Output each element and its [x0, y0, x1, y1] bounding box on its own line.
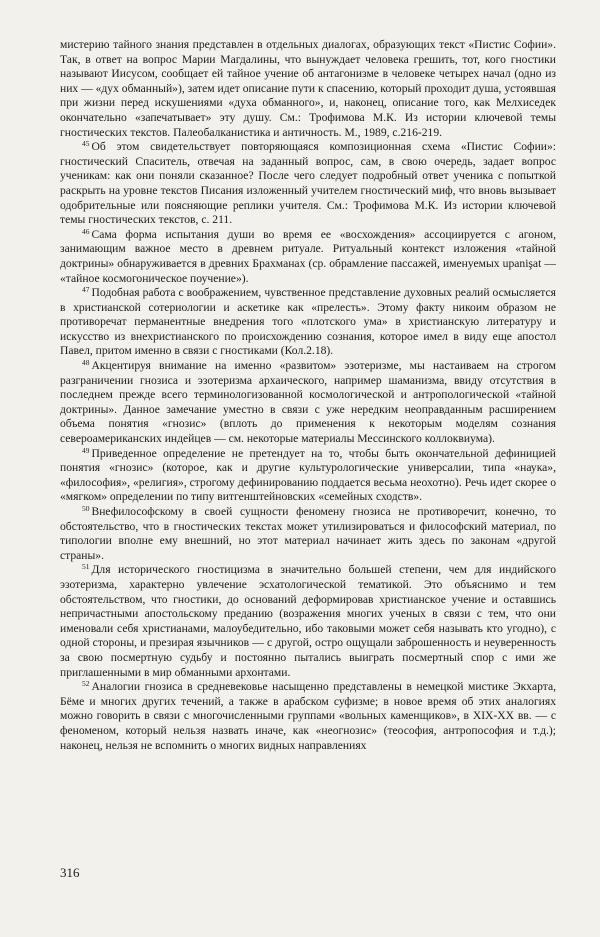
footnote-number: 46 — [82, 226, 90, 236]
footnote-50 — [60, 505, 556, 563]
footnote-number: 49 — [82, 445, 90, 455]
footnote-number: 47 — [82, 285, 90, 295]
footnote-text: мистерию тайного знания представлен в отдельных диалогах, образующих текст «Пистис Софии». Так, в ответ на вопрос Марии Магдалины, что вынуждает человека грешить, тот, кого гностики называют Иисусом, сообщает ей тайное учение об антагонизме в человеке четырех начал (одно из них — «дух обманный»), затем идет описание пути к спасению, который проходит душа, устоявшая при жизни перед искушениями «духа обманного», и, наконец, описание того, как Мелхиседек окончательно «запечатывает» эту душу. См.: Трофимова М.К. Из истории ключевой темы гностических текстов. Палеобалканистика и античность. М., 1989, с.216-219. — [60, 38, 556, 139]
footnote-text: Внефилософскому в своей сущности феномену гнозиса не противоречит, конечно, то обстоятельство, что в гностических текстах может утилизироваться и философский материал, по типологии вполне ему внешний, но этот материал начинает жить здесь по законам «другой страны». — [60, 505, 556, 562]
footnote-text: Для исторического гностицизма в значительно большей степени, чем для индийского эзотеризма, характерно увлечение эсхатологической тематикой. Это объяснимо и тем обстоятельством, что гностики, до оснований деформировав христианское учение и оставшись непричастными апостольскому преданию (возражения многих ученых в связи с тем, что они именовали себя христианами, малоубедительно, ибо таковыми может себя называть кто угодно), с одной стороны, и презирая язычников — с другой, остро ощущали заброшенность и неуверенность за свою посмертную судьбу и постоянно пытались выиграть посмертный спор с ими же приглашенными в мир обманными архонтами. — [60, 563, 556, 679]
footnote-number: 52 — [82, 679, 90, 689]
footnote-text: Сама форма испытания души во время ее «восхождения» ассоциируется с агоном, занимающим важное место в древнем ритуале. Ритуальный контекст изложения «тайной доктрины» обнаруживается в древних Брахманах (ср. обрамление пассажей, именуемых upanişat — «тайное космогоническое поучение»). — [60, 227, 556, 285]
footnote-number: 51 — [82, 562, 90, 572]
footnote-48 — [60, 359, 556, 447]
footnote-number: 50 — [82, 504, 90, 513]
footnote-number: 45 — [82, 139, 90, 149]
footnote-text: Подобная работа с воображением, чувственное представление духовных реалий осмысляется в христианской сотериологии и аскетике как «прелесть». Этому факту никоим образом не противоречат перманентные внедрения того «плотского ума» в христианскую литературу и искусство из внехристианского по происхождению сознания, которое имел в виду еще апостол Павел, притом именно в связи с гностиками (Кол.2.18). — [60, 286, 556, 358]
footnote-51 — [60, 563, 556, 680]
footnote-45 — [60, 140, 556, 228]
footnote-text: Акцентируя внимание на именно «развитом» эзотеризме, мы настаиваем на строгом разграничении гнозиса и эзотеризма архаического, например шаманизма, ввиду отсутствия в последнем прежде всего терминологизованной космологической и антропологической «тайной доктрины». Данное замечание уместно в связи с уже нередким неоправданным расширением объема понятия «гнозис» (вплоть до применения к некоторым моделям сознания североамериканских индейцев — см. некоторые материалы Мессинского коллоквиума). — [60, 359, 556, 446]
footnote-44-continuation — [60, 38, 556, 140]
footnote-text: Об этом свидетельствует повторяющаяся композиционная схема «Пистис Софии»: гностический Спаситель, отвечая на заданный вопрос, сам, в свою очередь, задает вопрос ученикам: как они поняли сказанное? После чего следует подробный ответ ученика с попыткой раскрыть на уровне текстов Писания изложенный учителем гностический миф, что вновь вызывает одобрительные или поясняющие реплики учителя. См.: Трофимова М.К. Из истории ключевой темы гностических текстов, с. 211. — [60, 140, 556, 227]
footnote-number: 48 — [82, 358, 90, 368]
footnote-47 — [60, 286, 556, 359]
page-number: 316 — [60, 865, 80, 880]
footnote-text: Аналогии гнозиса в средневековье насыщенно представлены в немецкой мистике Экхарта, Бёме и многих других течений, а также в арабском суфизме; в новое время об этих аналогиях можно говорить в связи с многочисленными группами «вольных каменщиков», в XIX-XX вв. — с феноменом, который нельзя назвать иначе, как «неогнозис» (теософия, антропософия и т.д.); наконец, нельзя не вспомнить о многих видных направлениях — [60, 680, 556, 752]
footnote-52 — [60, 680, 556, 753]
footnote-46 — [60, 228, 556, 286]
footnote-49 — [60, 447, 556, 505]
footnote-text: Приведенное определение не претендует на то, чтобы быть окончательной дефиницией понятия «гнозис» (которое, как и другие культурологические универсалии, типа «наука», «философия», «религия», строгому дефинированию поддается весьма неохотно). Речь идет скорее о «мягком» определении по типу витгенштейновских «семейных сходств». — [60, 446, 556, 504]
